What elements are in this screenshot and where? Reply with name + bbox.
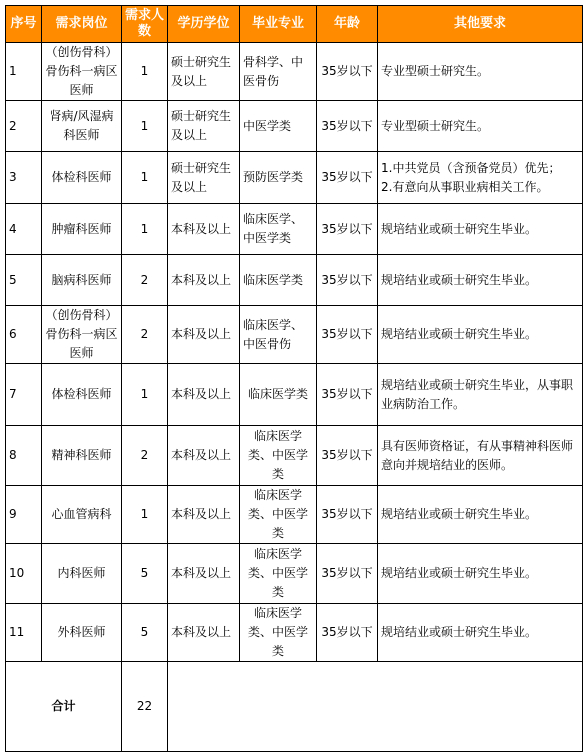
header-age: 年龄 — [317, 6, 378, 43]
cell-count: 2 — [122, 426, 168, 486]
table-row — [6, 426, 583, 486]
cell-position: 体检科医师 — [42, 364, 122, 426]
cell-count: 1 — [122, 204, 168, 255]
header-major: 毕业专业 — [240, 6, 317, 43]
cell-count: 1 — [122, 486, 168, 544]
table-row — [6, 364, 583, 426]
note-line-2: 2.有意向从事职业病相关工作。 — [381, 179, 549, 194]
cell-seq: 8 — [6, 426, 42, 486]
cell-position: （创伤骨科）骨伤科一病区医师 — [42, 43, 122, 101]
cell-age: 35岁以下 — [317, 306, 378, 364]
cell-seq: 5 — [6, 255, 42, 306]
header-seq: 序号 — [6, 6, 42, 43]
cell-education: 硕士研究生及以上 — [168, 43, 240, 101]
cell-education: 本科及以上 — [168, 604, 240, 662]
cell-major: 临床医学类、中医学类 — [240, 426, 317, 486]
cell-education: 本科及以上 — [168, 544, 240, 604]
cell-count: 2 — [122, 306, 168, 364]
total-empty-cell — [168, 662, 583, 752]
cell-age: 35岁以下 — [317, 152, 378, 204]
cell-education: 硕士研究生及以上 — [168, 152, 240, 204]
header-row — [6, 6, 583, 43]
cell-seq: 1 — [6, 43, 42, 101]
cell-major: 临床医学类、中医学类 — [240, 604, 317, 662]
table-row — [6, 486, 583, 544]
cell-position: 肾病/风湿病科医师 — [42, 101, 122, 152]
cell-education: 硕士研究生及以上 — [168, 101, 240, 152]
cell-major: 临床医学类 — [240, 255, 317, 306]
cell-education: 本科及以上 — [168, 255, 240, 306]
cell-seq: 9 — [6, 486, 42, 544]
cell-other: 专业型硕士研究生。 — [378, 101, 583, 152]
note-line-1: 1.中共党员（含预备党员）优先； — [381, 160, 561, 175]
cell-seq: 2 — [6, 101, 42, 152]
cell-major: 临床医学、中医学类 — [240, 204, 317, 255]
cell-age: 35岁以下 — [317, 544, 378, 604]
cell-major: 临床医学类、中医学类 — [240, 544, 317, 604]
cell-education: 本科及以上 — [168, 486, 240, 544]
cell-position: （创伤骨科）骨伤科一病区医师 — [42, 306, 122, 364]
header-count: 需求人数 — [122, 6, 168, 43]
cell-education: 本科及以上 — [168, 426, 240, 486]
cell-position: 内科医师 — [42, 544, 122, 604]
cell-other: 规培结业或硕士研究生毕业。 — [378, 544, 583, 604]
cell-age: 35岁以下 — [317, 604, 378, 662]
table-row — [6, 255, 583, 306]
cell-other: 规培结业或硕士研究生毕业。 — [378, 604, 583, 662]
cell-count: 2 — [122, 255, 168, 306]
cell-major: 骨科学、中医骨伤 — [240, 43, 317, 101]
cell-seq: 6 — [6, 306, 42, 364]
cell-other: 规培结业或硕士研究生毕业。 — [378, 204, 583, 255]
cell-education: 本科及以上 — [168, 364, 240, 426]
cell-count: 1 — [122, 364, 168, 426]
header-other: 其他要求 — [378, 6, 583, 43]
cell-position: 心血管病科 — [42, 486, 122, 544]
header-education: 学历学位 — [168, 6, 240, 43]
cell-other: 具有医师资格证，有从事精神科医师意向并规培结业的医师。 — [378, 426, 583, 486]
cell-seq: 11 — [6, 604, 42, 662]
cell-seq: 3 — [6, 152, 42, 204]
table-row — [6, 544, 583, 604]
cell-age: 35岁以下 — [317, 204, 378, 255]
table-row — [6, 204, 583, 255]
table-row — [6, 101, 583, 152]
cell-education: 本科及以上 — [168, 306, 240, 364]
cell-major: 预防医学类 — [240, 152, 317, 204]
cell-position: 体检科医师 — [42, 152, 122, 204]
cell-age: 35岁以下 — [317, 255, 378, 306]
cell-other: 规培结业或硕士研究生毕业。 — [378, 486, 583, 544]
cell-count: 5 — [122, 604, 168, 662]
cell-education: 本科及以上 — [168, 204, 240, 255]
cell-count: 1 — [122, 152, 168, 204]
recruitment-table — [5, 5, 583, 752]
table-row — [6, 306, 583, 364]
total-count: 22 — [122, 662, 168, 752]
cell-age: 35岁以下 — [317, 364, 378, 426]
cell-other: 专业型硕士研究生。 — [378, 43, 583, 101]
cell-age: 35岁以下 — [317, 486, 378, 544]
cell-position: 脑病科医师 — [42, 255, 122, 306]
cell-other: 规培结业或硕士研究生毕业。 — [378, 255, 583, 306]
table-row — [6, 152, 583, 204]
cell-major: 临床医学类、中医学类 — [240, 486, 317, 544]
cell-seq: 10 — [6, 544, 42, 604]
cell-age: 35岁以下 — [317, 43, 378, 101]
table-row — [6, 43, 583, 101]
cell-seq: 4 — [6, 204, 42, 255]
cell-position: 外科医师 — [42, 604, 122, 662]
cell-major: 临床医学类 — [240, 364, 317, 426]
total-label: 合计 — [6, 662, 122, 752]
cell-major: 中医学类 — [240, 101, 317, 152]
cell-seq: 7 — [6, 364, 42, 426]
header-position: 需求岗位 — [42, 6, 122, 43]
cell-count: 1 — [122, 43, 168, 101]
cell-count: 5 — [122, 544, 168, 604]
cell-other — [378, 152, 583, 204]
cell-age: 35岁以下 — [317, 101, 378, 152]
cell-count: 1 — [122, 101, 168, 152]
table-row — [6, 604, 583, 662]
cell-age: 35岁以下 — [317, 426, 378, 486]
cell-other: 规培结业或硕士研究生毕业。 — [378, 306, 583, 364]
cell-other: 规培结业或硕士研究生毕业，从事职业病防治工作。 — [378, 364, 583, 426]
cell-major: 临床医学、中医骨伤 — [240, 306, 317, 364]
cell-position: 肿瘤科医师 — [42, 204, 122, 255]
total-row — [6, 662, 583, 752]
cell-position: 精神科医师 — [42, 426, 122, 486]
